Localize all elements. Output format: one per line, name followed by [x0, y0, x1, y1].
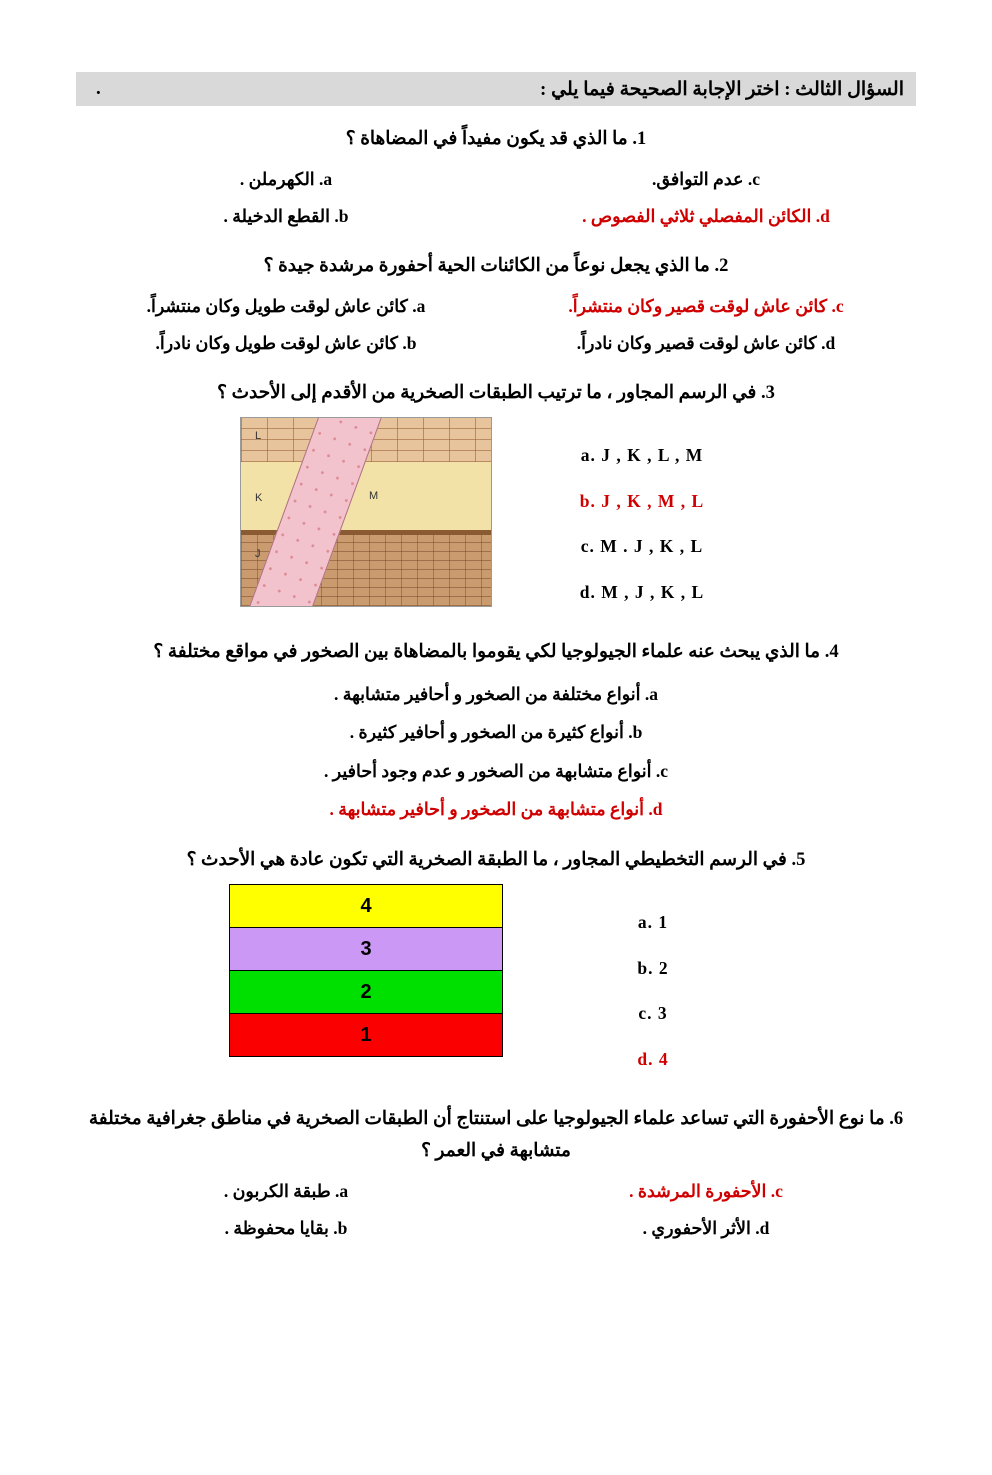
question-2-option-c[interactable]: c. كائن عاش لوقت قصير وكان منتشراً.	[568, 296, 844, 317]
question-4-stem: 4. ما الذي يبحث عنه علماء الجيولوجيا لكي يقوموا بالمضاهاة بين الصخور في مواقع مختلفة ؟	[153, 642, 839, 663]
question-4-options	[76, 675, 916, 829]
header-trailing-dot: .	[96, 78, 101, 99]
question-5-body	[76, 884, 916, 1082]
question-6-options	[76, 1173, 916, 1247]
question-4-option-b[interactable]: b. أنواع كثيرة من الصخور و أحافير كثيرة .	[349, 722, 643, 743]
strata-layer-3: 3	[230, 928, 502, 971]
question-5-option-b[interactable]: b. 2	[637, 957, 669, 978]
question-6	[76, 1100, 916, 1246]
question-2-options	[76, 288, 916, 362]
question-2	[76, 247, 916, 362]
section-title: السؤال الثالث : اختر الإجابة الصحيحة فيما يلي :	[540, 78, 904, 100]
question-5-stem: 5. في الرسم التخطيطي المجاور ، ما الطبقة الصخرية التي تكون عادة هي الأحدث ؟	[186, 849, 806, 870]
question-6-option-a[interactable]: a. طبقة الكربون .	[223, 1181, 349, 1202]
question-2-stem: 2. ما الذي يجعل نوعاً من الكائنات الحية أحفورة مرشدة جيدة ؟	[263, 255, 729, 276]
question-4-option-a[interactable]: a. أنواع مختلفة من الصخور و أحافير متشابهة .	[333, 683, 659, 704]
question-3-options	[532, 417, 752, 615]
question-3-body	[76, 417, 916, 615]
question-1-option-c[interactable]: c. عدم التوافق.	[651, 169, 761, 190]
question-1-option-b[interactable]: b. القطع الدخيلة .	[223, 206, 349, 227]
question-6-option-b[interactable]: b. بقايا محفوظة .	[224, 1217, 348, 1238]
worksheet-page	[0, 72, 992, 1475]
rock-layer-K	[241, 462, 491, 530]
question-5	[76, 841, 916, 1082]
question-1-stem: 1. ما الذي قد يكون مفيداً في المضاهاة ؟	[345, 129, 647, 149]
question-1-option-a[interactable]: a. الكهرملن .	[239, 169, 333, 190]
layer-label-K: K	[255, 492, 263, 505]
question-1-option-d[interactable]: d. الكائن المفصلي ثلاثي الفصوص .	[582, 206, 830, 227]
strata-layer-1: 1	[230, 1014, 502, 1056]
question-3-option-b[interactable]: b. J , K , M , L	[579, 490, 705, 511]
question-3	[76, 374, 916, 615]
question-3-option-d[interactable]: d. M , J , K , L	[579, 581, 705, 602]
question-4	[76, 633, 916, 828]
question-3-option-c[interactable]: c. M . J , K , L	[580, 536, 704, 557]
question-6-option-c[interactable]: c. الأحفورة المرشدة .	[629, 1181, 783, 1202]
question-5-option-d[interactable]: d. 4	[637, 1048, 669, 1069]
question-2-option-b[interactable]: b. كائن عاش لوقت طويل وكان نادراً.	[155, 333, 417, 354]
layer-label-J: J	[255, 548, 261, 561]
question-3-stem: 3. في الرسم المجاور ، ما ترتيب الطبقات الصخرية من الأقدم إلى الأحدث ؟	[217, 382, 775, 403]
spacer	[76, 1088, 916, 1100]
spacer	[76, 621, 916, 633]
strata-diagram-figure	[229, 884, 503, 1057]
questions-container	[76, 106, 916, 1247]
layer-label-M: M	[369, 490, 379, 503]
section-header	[76, 72, 916, 106]
question-6-stem: 6. ما نوع الأحفورة التي تساعد علماء الجيولوجيا على استنتاج أن الطبقات الصخرية في مناطق جغرافية مختلفة متشابهة في العمر ؟	[88, 1109, 904, 1161]
question-5-options	[543, 884, 763, 1082]
question-2-option-a[interactable]: a. كائن عاش لوقت طويل وكان منتشراً.	[146, 296, 426, 317]
question-1	[76, 120, 916, 235]
question-3-option-a[interactable]: a. J , K , L , M	[580, 445, 704, 466]
strata-layer-4: 4	[230, 885, 502, 928]
question-4-option-c[interactable]: c. أنواع متشابهة من الصخور و عدم وجود أحافير .	[323, 760, 669, 781]
question-1-options	[76, 161, 916, 235]
question-5-option-a[interactable]: a. 1	[637, 912, 669, 933]
question-5-option-c[interactable]: c. 3	[638, 1003, 668, 1024]
layer-label-L: L	[255, 430, 262, 443]
geologic-cross-section-figure	[240, 417, 492, 607]
question-6-option-d[interactable]: d. الأثر الأحفوري .	[642, 1217, 770, 1238]
question-2-option-d[interactable]: d. كائن عاش لوقت قصير وكان نادراً.	[576, 333, 836, 354]
question-4-option-d[interactable]: d. أنواع متشابهة من الصخور و أحافير متشابهة .	[329, 799, 663, 820]
strata-layer-2: 2	[230, 971, 502, 1014]
